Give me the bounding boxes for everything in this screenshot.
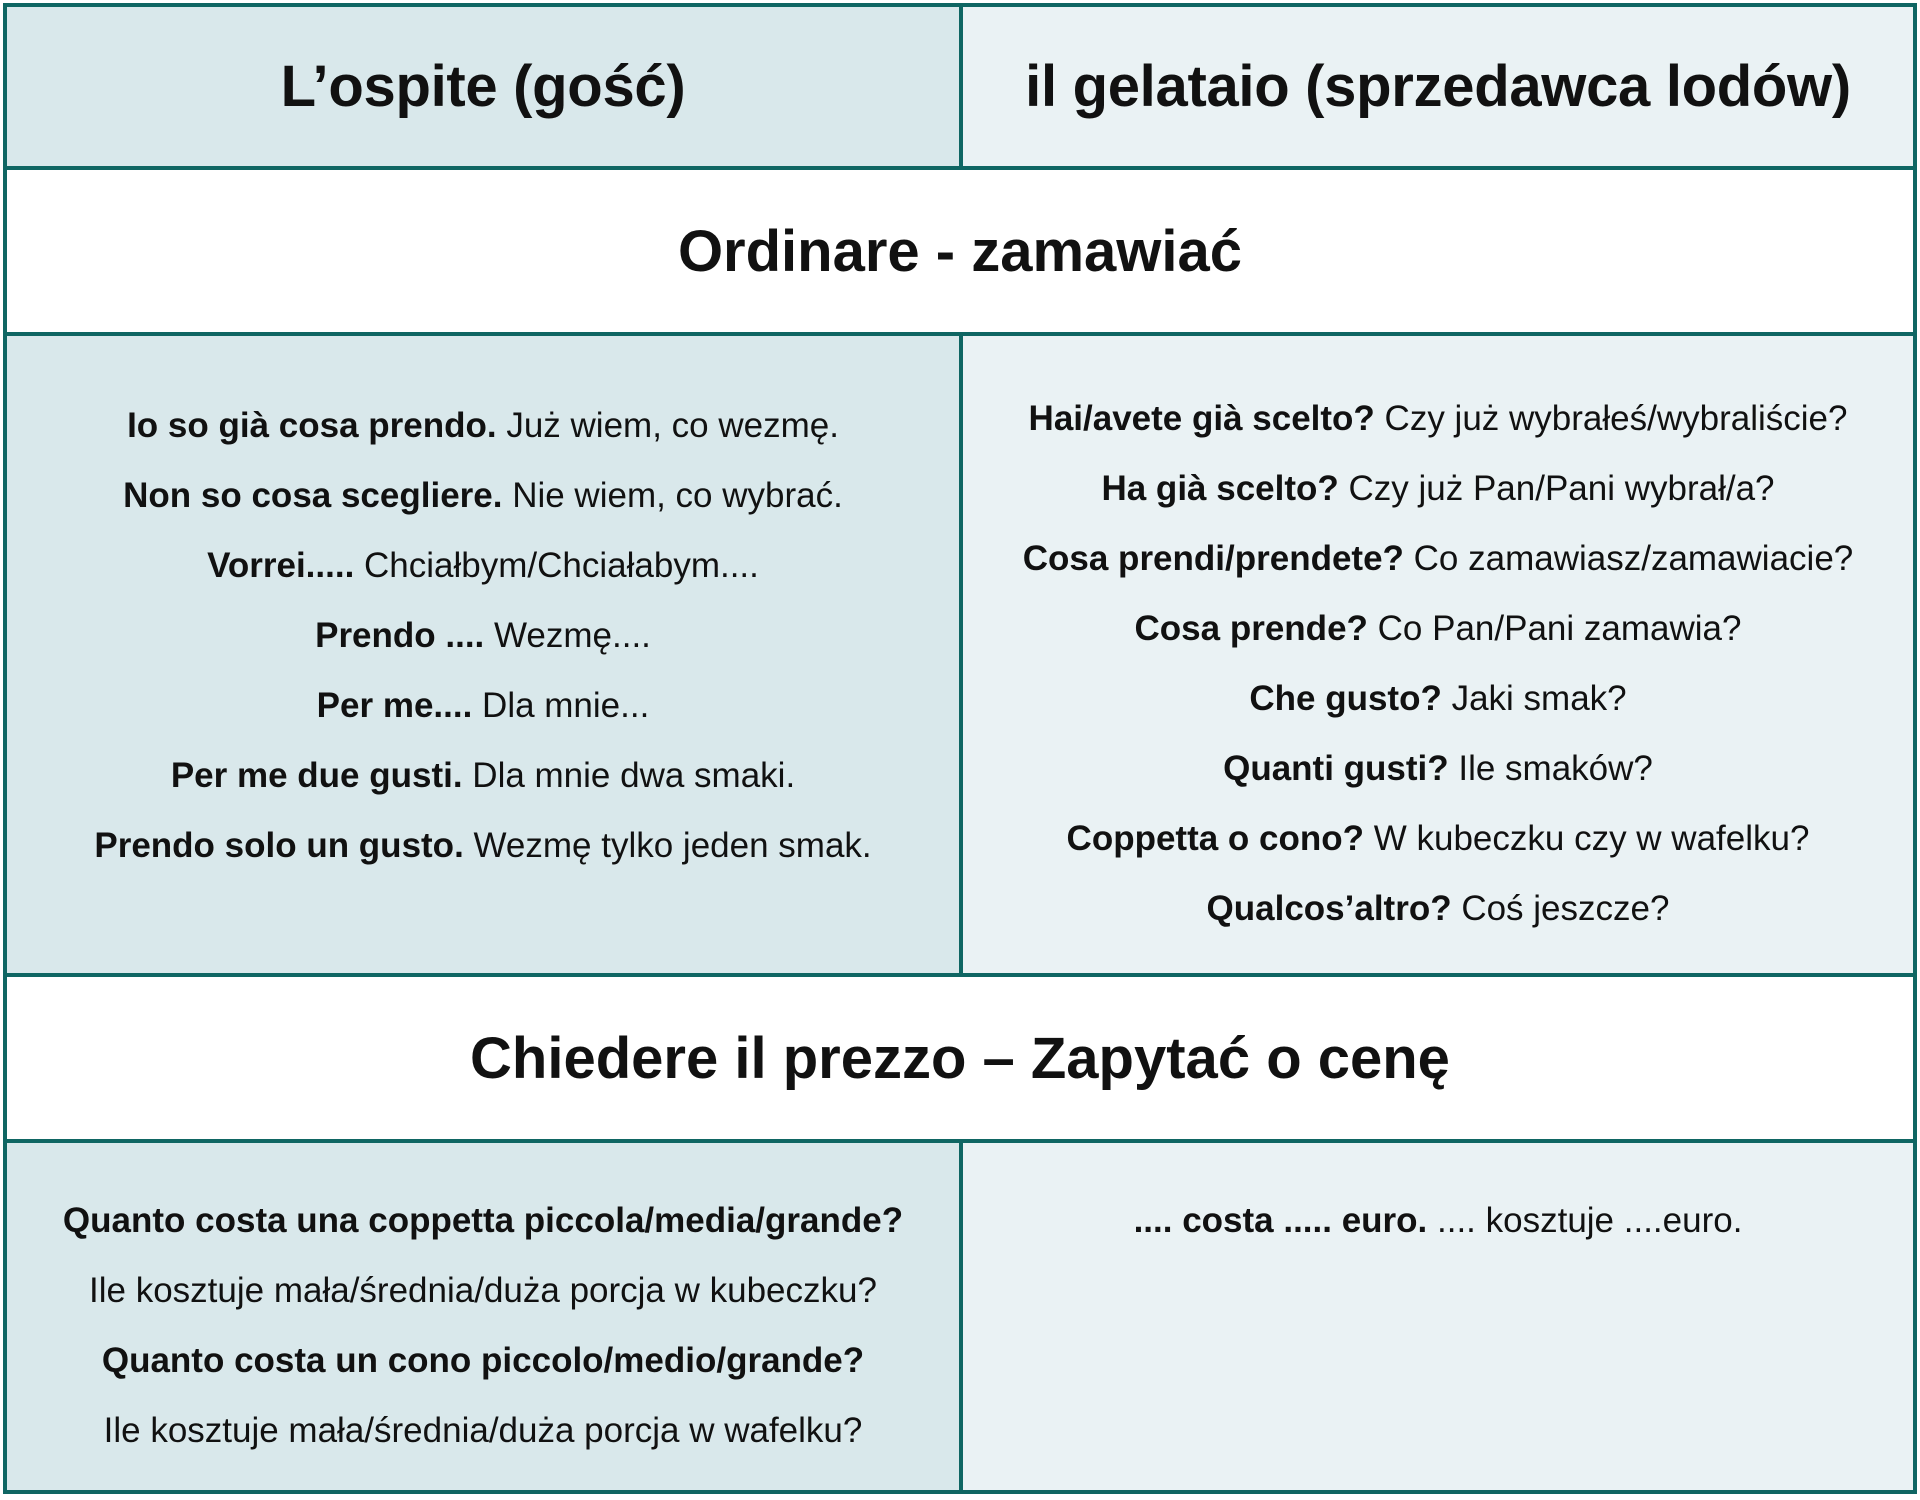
polish-translation: Ile kosztuje mała/średnia/duża porcja w wafelku? <box>103 1411 863 1450</box>
polish-translation: Czy już wybrałeś/wybraliście? <box>1374 399 1848 438</box>
polish-translation: Ile smaków? <box>1448 749 1653 788</box>
phrase-line <box>7 461 959 531</box>
phrase-line <box>963 594 1913 664</box>
polish-translation: W kubeczku czy w wafelku? <box>1364 819 1810 858</box>
polish-translation: Już wiem, co wezmę. <box>506 406 839 445</box>
polish-translation: Wezmę tylko jeden smak. <box>463 826 872 865</box>
phrase-line <box>7 741 959 811</box>
phrase-line <box>7 601 959 671</box>
phrase-line <box>7 671 959 741</box>
phrase-line <box>963 454 1913 524</box>
italian-phrase: Prendo solo un gusto. <box>94 826 464 865</box>
phrase-line <box>7 391 959 461</box>
section-title-cell <box>7 977 1913 1139</box>
polish-translation: Dla mnie... <box>472 686 650 725</box>
header-row <box>7 7 1913 166</box>
column-heading-vendor: il gelataio (sprzedawca lodów) <box>1025 54 1851 119</box>
section-title-row-price <box>7 973 1913 1139</box>
phrase-line <box>963 524 1913 594</box>
phrase-line <box>963 384 1913 454</box>
italian-phrase: .... costa ..... euro. <box>1133 1201 1428 1240</box>
italian-phrase: Per me.... <box>316 686 473 725</box>
italian-phrase: Quanti gusti? <box>1223 749 1449 788</box>
guest-phrases-ordering <box>7 336 959 973</box>
polish-translation: Co zamawiasz/zamawiacie? <box>1403 539 1854 578</box>
polish-translation: Co Pan/Pani zamawia? <box>1367 609 1742 648</box>
phrase-line <box>7 1396 959 1466</box>
polish-translation: Chciałbym/Chciałabym.... <box>354 546 759 585</box>
phrase-line <box>7 811 959 881</box>
section-title-cell <box>7 170 1913 332</box>
italian-phrase: Quanto costa una coppetta piccola/media/grande? <box>62 1201 904 1240</box>
italian-phrase: Che gusto? <box>1249 679 1442 718</box>
polish-translation: Jaki smak? <box>1441 679 1627 718</box>
polish-translation: Wezmę.... <box>484 616 651 655</box>
polish-translation: Dla mnie dwa smaki. <box>462 756 796 795</box>
content-row-price <box>7 1139 1913 1490</box>
polish-translation: Ile kosztuje mała/średnia/duża porcja w kubeczku? <box>89 1271 877 1310</box>
italian-phrase: Qualcos’altro? <box>1206 889 1452 928</box>
column-heading-guest: L’ospite (gość) <box>280 54 686 119</box>
phrase-line <box>7 531 959 601</box>
header-cell-guest <box>7 7 959 166</box>
phrase-line <box>963 804 1913 874</box>
header-cell-vendor <box>959 7 1913 166</box>
content-row-ordering <box>7 332 1913 973</box>
italian-phrase: Prendo .... <box>315 616 485 655</box>
polish-translation: Nie wiem, co wybrać. <box>502 476 843 515</box>
italian-phrase: Per me due gusti. <box>170 756 463 795</box>
italian-phrase: Hai/avete già scelto? <box>1028 399 1375 438</box>
phrase-line <box>963 664 1913 734</box>
section-title-ordering: Ordinare - zamawiać <box>677 218 1243 284</box>
polish-translation: .... kosztuje ....euro. <box>1427 1201 1743 1240</box>
vendor-phrases-ordering <box>959 336 1913 973</box>
section-title-row-ordering <box>7 166 1913 332</box>
italian-phrase: Ha già scelto? <box>1101 469 1339 508</box>
italian-phrase: Cosa prendi/prendete? <box>1022 539 1404 578</box>
italian-phrase: Vorrei..... <box>207 546 355 585</box>
italian-phrase: Quanto costa un cono piccolo/medio/grande? <box>101 1341 865 1380</box>
italian-phrase: Io so già cosa prendo. <box>127 406 507 445</box>
phrase-line <box>963 1186 1913 1256</box>
guest-phrases-price <box>7 1143 959 1490</box>
polish-translation: Coś jeszcze? <box>1451 889 1670 928</box>
polish-translation: Czy już Pan/Pani wybrał/a? <box>1338 469 1775 508</box>
vendor-phrases-price <box>959 1143 1913 1490</box>
section-title-price: Chiedere il prezzo – Zapytać o cenę <box>470 1025 1450 1091</box>
phrase-line <box>7 1256 959 1326</box>
phrase-table <box>3 3 1917 1494</box>
italian-phrase: Non so cosa scegliere. <box>123 476 503 515</box>
italian-phrase: Cosa prende? <box>1134 609 1368 648</box>
italian-phrase: Coppetta o cono? <box>1066 819 1365 858</box>
phrase-line <box>7 1326 959 1396</box>
phrase-line <box>963 874 1913 944</box>
phrase-line <box>963 734 1913 804</box>
phrase-line <box>7 1186 959 1256</box>
